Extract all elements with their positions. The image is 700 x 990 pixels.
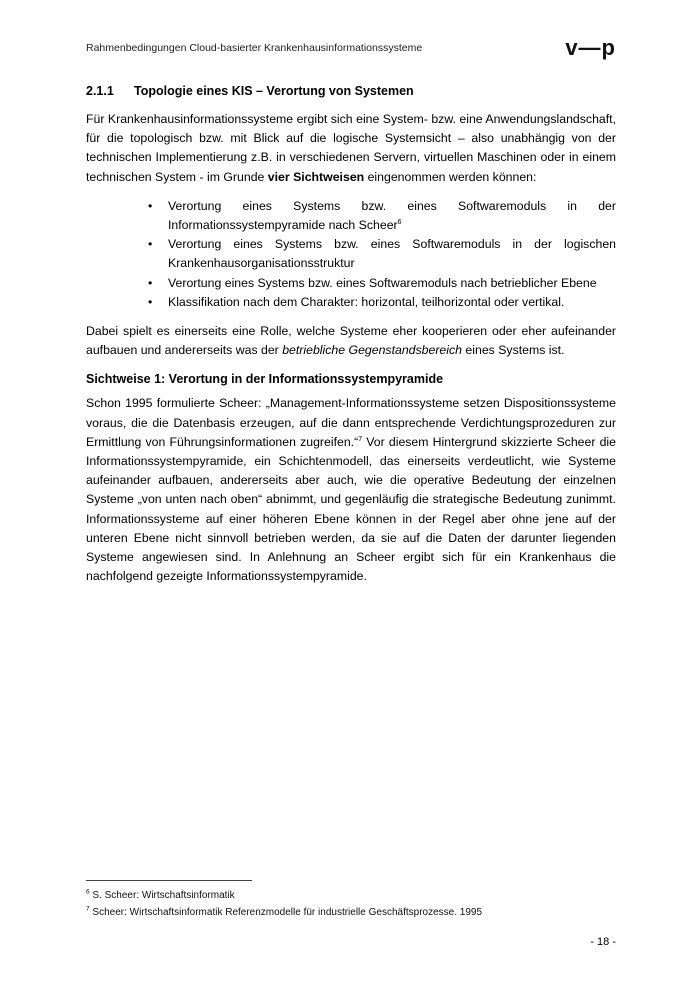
list-item xyxy=(148,235,616,273)
list-item-text: Verortung eines Systems bzw. eines Softwaremoduls nach betrieblicher Ebene xyxy=(168,275,597,290)
footnotes xyxy=(86,887,616,921)
bullet-icon: • xyxy=(148,198,153,213)
paragraph-2 xyxy=(86,322,616,360)
footnote-divider xyxy=(86,880,252,881)
footnote-number: 7 xyxy=(86,905,90,913)
footnote xyxy=(86,904,616,921)
footnote-ref: 6 xyxy=(397,218,402,226)
para2-text-start: Dabei spielt es einerseits eine Rolle, welche Systeme eher kooperieren oder eher aufeinander aufbauen und andererseits was der xyxy=(86,324,616,358)
list-item-text: Verortung eines Systems bzw. eines Softwaremoduls in der Informationssystempyramide nach Scheer xyxy=(168,198,616,233)
bullet-icon: • xyxy=(148,275,153,290)
list-item xyxy=(148,293,616,312)
para3-quote: Schon 1995 formulierte Scheer: „Management-Informationssysteme setzen Dispositionssysteme voraus, die die Datenbasis erzeugen, auf die dann entsprechende Verdichtungsprozeduren zur Ermittlung von Führungsinformationen zugreifen.“ xyxy=(86,396,616,449)
list-item-text: Klassifikation nach dem Charakter: horizontal, teilhorizontal oder vertikal. xyxy=(168,294,565,309)
publisher-logo: v—p xyxy=(565,35,616,60)
section-title: Topologie eines KIS – Verortung von Systemen xyxy=(134,84,414,98)
footnote-text: S. Scheer: Wirtschaftsinformatik xyxy=(92,890,235,901)
intro-text-start: Für Krankenhausinformationssysteme ergibt sich eine System- bzw. eine Anwendungslandschaft, für die topologisch bzw. mit Blick auf die logische Systemsicht – also unabhängig von der technischen Implementierung z.B. in verschiedenen Servern, virtuellen Maschinen oder in einem technischen System - im Grunde xyxy=(86,112,616,184)
section-heading xyxy=(86,84,616,98)
para2-emphasis: betriebliche Gegenstandsbereich xyxy=(282,343,462,358)
list-item xyxy=(148,274,616,293)
paragraph-3 xyxy=(86,394,616,586)
bullet-icon: • xyxy=(148,237,153,252)
footnote-ref: 7 xyxy=(358,435,363,443)
para2-text-end: eines Systems ist. xyxy=(462,343,565,358)
subheading: Sichtweise 1: Verortung in der Informationssystempyramide xyxy=(86,372,444,387)
footnote xyxy=(86,887,616,904)
bullet-icon: • xyxy=(148,294,153,309)
page-number: - 18 - xyxy=(590,936,616,948)
intro-text-end: eingenommen werden können: xyxy=(364,169,537,184)
intro-paragraph xyxy=(86,110,616,187)
list-item-text: Verortung eines Systems bzw. eines Softwaremoduls in der logischen Krankenhausorganisationsstruktur xyxy=(168,237,616,271)
section-number: 2.1.1 xyxy=(86,84,114,98)
viewpoint-list xyxy=(86,197,616,312)
footnote-text: Scheer: Wirtschaftsinformatik Referenzmodelle für industrielle Geschäftsprozesse. 1995 xyxy=(92,907,483,918)
main-content xyxy=(86,84,616,586)
footnote-number: 6 xyxy=(86,888,90,896)
intro-emphasis: vier Sichtweisen xyxy=(267,169,365,184)
list-item xyxy=(148,197,616,235)
header-title: Rahmenbedingungen Cloud-basierter Krankenhausinformationssysteme xyxy=(86,42,423,54)
para3-text: Vor diesem Hintergrund skizzierte Scheer die Informationssystempyramide, ein Schichtenmodell, das einerseits verdeutlicht, wie Systeme aufeinander aufbauen, andererseits aber auch, wie die operative Bedeutung der einzelnen Systeme „von unten nach oben“ abnimmt, und gegenläufig die strategische Bedeutung zunimmt. Informationssysteme auf einer höheren Ebene können in der Regel aber ohne jene auf der unteren Ebene nicht sinnvoll betrieben werden, da sie auf die Daten der darunter liegenden Systeme angewiesen sind. In Anlehnung an Scheer ergibt sich für ein Krankenhaus die nachfolgend gezeigte Informationssystempyramide. xyxy=(86,434,616,584)
page-header xyxy=(86,35,616,62)
